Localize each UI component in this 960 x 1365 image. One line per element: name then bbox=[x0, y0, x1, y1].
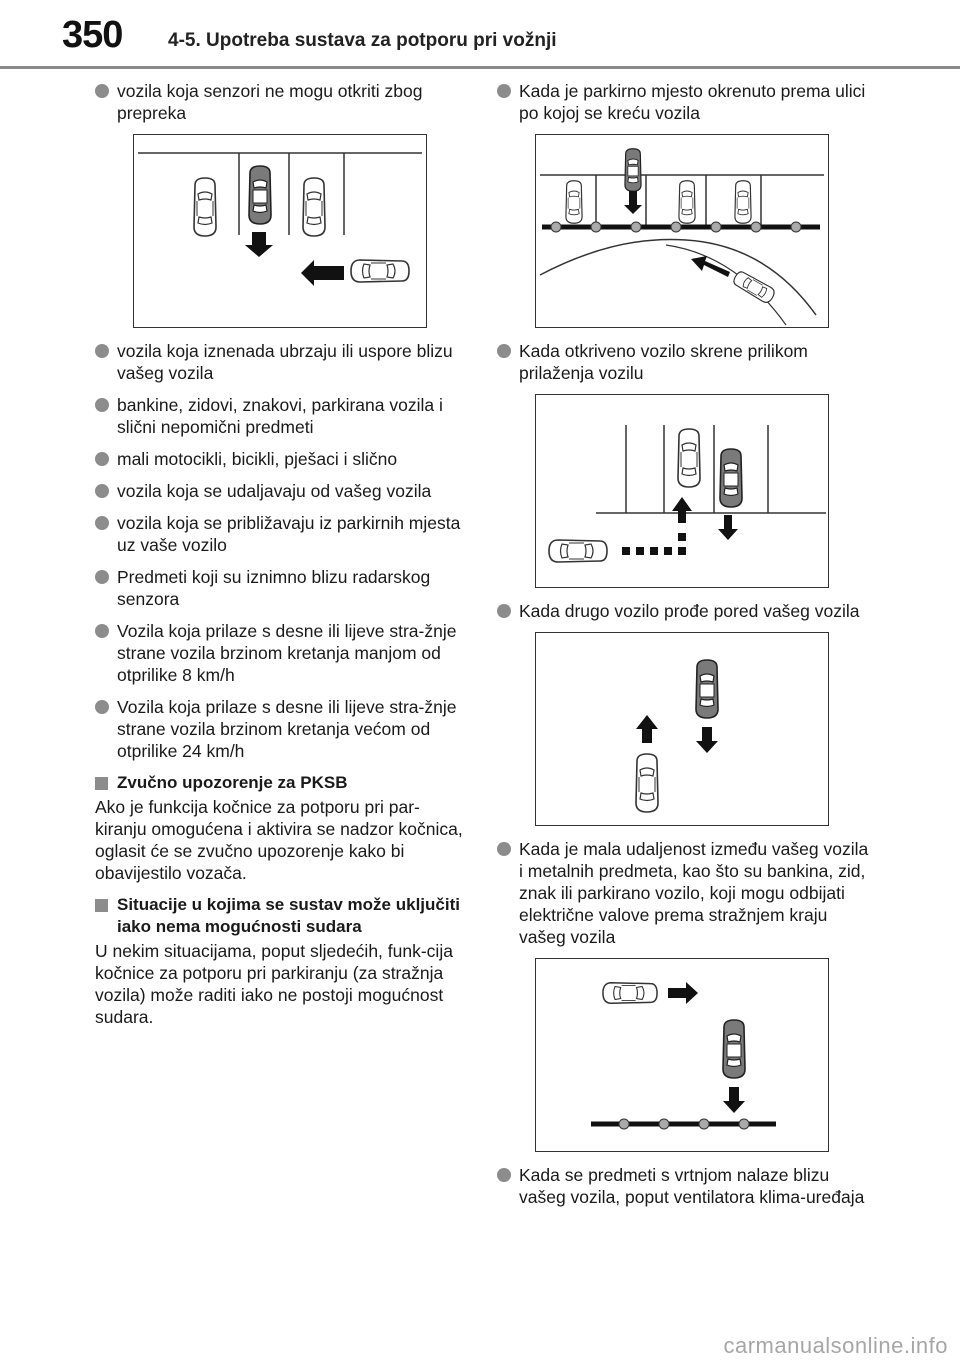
bullet-icon bbox=[497, 842, 511, 856]
list-item bbox=[95, 340, 467, 384]
list-item bbox=[95, 448, 467, 470]
list-item bbox=[497, 600, 869, 622]
list-item-text: vozila koja iznenada ubrzaju ili uspore blizu vašeg vozila bbox=[117, 341, 453, 383]
square-bullet-icon bbox=[95, 899, 108, 912]
bullet-icon bbox=[497, 604, 511, 618]
parked-car-icon bbox=[735, 181, 751, 224]
bullet-icon bbox=[497, 344, 511, 358]
bullet-icon bbox=[497, 1168, 511, 1182]
bullet-icon bbox=[95, 624, 109, 638]
passing-car-icon bbox=[636, 754, 658, 812]
approaching-car-icon bbox=[351, 260, 409, 282]
list-item-text: Kada je parkirno mjesto okrenuto prema ulici po kojoj se kreću vozila bbox=[519, 81, 866, 123]
left-column bbox=[95, 80, 467, 1038]
list-item-text: bankine, zidovi, znakovi, parkirana vozila i slični nepomični predmeti bbox=[117, 395, 443, 437]
bullet-icon bbox=[95, 344, 109, 358]
bullet-icon bbox=[95, 700, 109, 714]
list-item bbox=[95, 512, 467, 556]
figure-vehicle-passing bbox=[535, 632, 829, 826]
list-item-text: Vozila koja prilaze s desne ili lijeve stra-žnje strane vozila brzinom kretanja većom od otprilike 24 km/h bbox=[117, 697, 457, 761]
paragraph: Ako je funkcija kočnice za potporu pri par-kiranju omogućena i aktivira se nadzor kočnica, oglasit će se zvučno upozorenje kako bi obavijestilo vozača. bbox=[95, 797, 463, 883]
bullet-icon bbox=[95, 516, 109, 530]
list-item-text: mali motocikli, bicikli, pješaci i slično bbox=[117, 449, 398, 469]
subsection-heading bbox=[95, 894, 467, 938]
list-item bbox=[95, 620, 467, 686]
right-column bbox=[497, 80, 869, 1218]
figure-obstructed-sensor bbox=[133, 134, 427, 328]
own-car-icon bbox=[625, 149, 641, 192]
own-car-icon bbox=[723, 1020, 745, 1078]
parked-car-icon bbox=[566, 181, 582, 224]
parked-car-icon bbox=[194, 178, 216, 236]
parked-car-icon bbox=[678, 429, 700, 487]
moving-car-icon bbox=[603, 983, 657, 1004]
list-item bbox=[95, 566, 467, 610]
list-item-text: Kada se predmeti s vrtnjom nalaze blizu vašeg vozila, poput ventilatora klima-uređaja bbox=[519, 1165, 865, 1207]
list-item-text: Kada drugo vozilo prođe pored vašeg vozila bbox=[519, 601, 860, 621]
list-item-text: vozila koja se približavaju iz parkirnih mjesta uz vaše vozilo bbox=[117, 513, 461, 555]
figure-vehicle-turning bbox=[535, 394, 829, 588]
own-car-icon bbox=[696, 660, 718, 718]
own-car-icon bbox=[720, 449, 742, 507]
watermark: carmanualsonline.info bbox=[723, 1333, 948, 1358]
list-item bbox=[497, 1164, 869, 1208]
bullet-icon bbox=[95, 484, 109, 498]
approaching-car-icon bbox=[549, 540, 607, 562]
own-car-icon bbox=[249, 166, 271, 224]
header-rule bbox=[0, 66, 960, 69]
list-item bbox=[497, 340, 869, 384]
page-number: 350 bbox=[62, 14, 123, 56]
figure-metal-objects bbox=[535, 958, 829, 1152]
heading-text: Situacije u kojima se sustav može uključiti iako nema mogućnosti sudara bbox=[117, 895, 460, 936]
list-item-text: Kada je mala udaljenost između vašeg vozila i metalnih predmeta, kao što su bankina, zid, znak ili parkirano vozilo, koji mogu odbijati električne valove prema stražnjem kraju vašeg vozila bbox=[519, 839, 869, 947]
list-item bbox=[95, 80, 467, 124]
square-bullet-icon bbox=[95, 777, 108, 790]
bullet-icon bbox=[497, 84, 511, 98]
list-item bbox=[497, 80, 869, 124]
bullet-icon bbox=[95, 84, 109, 98]
parked-car-icon bbox=[679, 181, 695, 224]
bullet-icon bbox=[95, 398, 109, 412]
bullet-icon bbox=[95, 570, 109, 584]
approaching-car-icon bbox=[732, 269, 777, 304]
bullet-icon bbox=[95, 452, 109, 466]
list-item-text: Vozila koja prilaze s desne ili lijeve stra-žnje strane vozila brzinom kretanja manjom od otprilike 8 km/h bbox=[117, 621, 457, 685]
list-item bbox=[95, 394, 467, 438]
paragraph: U nekim situacijama, poput sljedećih, funk-cija kočnice za potporu pri parkiranju (za stražnja vozila) može raditi iako ne postoji mogućnost sudara. bbox=[95, 941, 453, 1027]
list-item-text: Kada otkriveno vozilo skrene prilikom prilaženja vozilu bbox=[519, 341, 808, 383]
page-header bbox=[0, 0, 960, 72]
section-title: 4-5. Upotreba sustava za potporu pri vožnji bbox=[168, 30, 557, 51]
parked-car-icon bbox=[303, 178, 325, 236]
list-item-text: vozila koja se udaljavaju od vašeg vozila bbox=[117, 481, 432, 501]
figure-street-facing-parking bbox=[535, 134, 829, 328]
list-item bbox=[95, 696, 467, 762]
heading-text: Zvučno upozorenje za PKSB bbox=[117, 773, 348, 792]
list-item bbox=[95, 480, 467, 502]
subsection-heading bbox=[95, 772, 467, 794]
list-item-text: vozila koja senzori ne mogu otkriti zbog prepreka bbox=[117, 81, 423, 123]
list-item-text: Predmeti koji su iznimno blizu radarskog senzora bbox=[117, 567, 431, 609]
list-item bbox=[497, 838, 869, 948]
